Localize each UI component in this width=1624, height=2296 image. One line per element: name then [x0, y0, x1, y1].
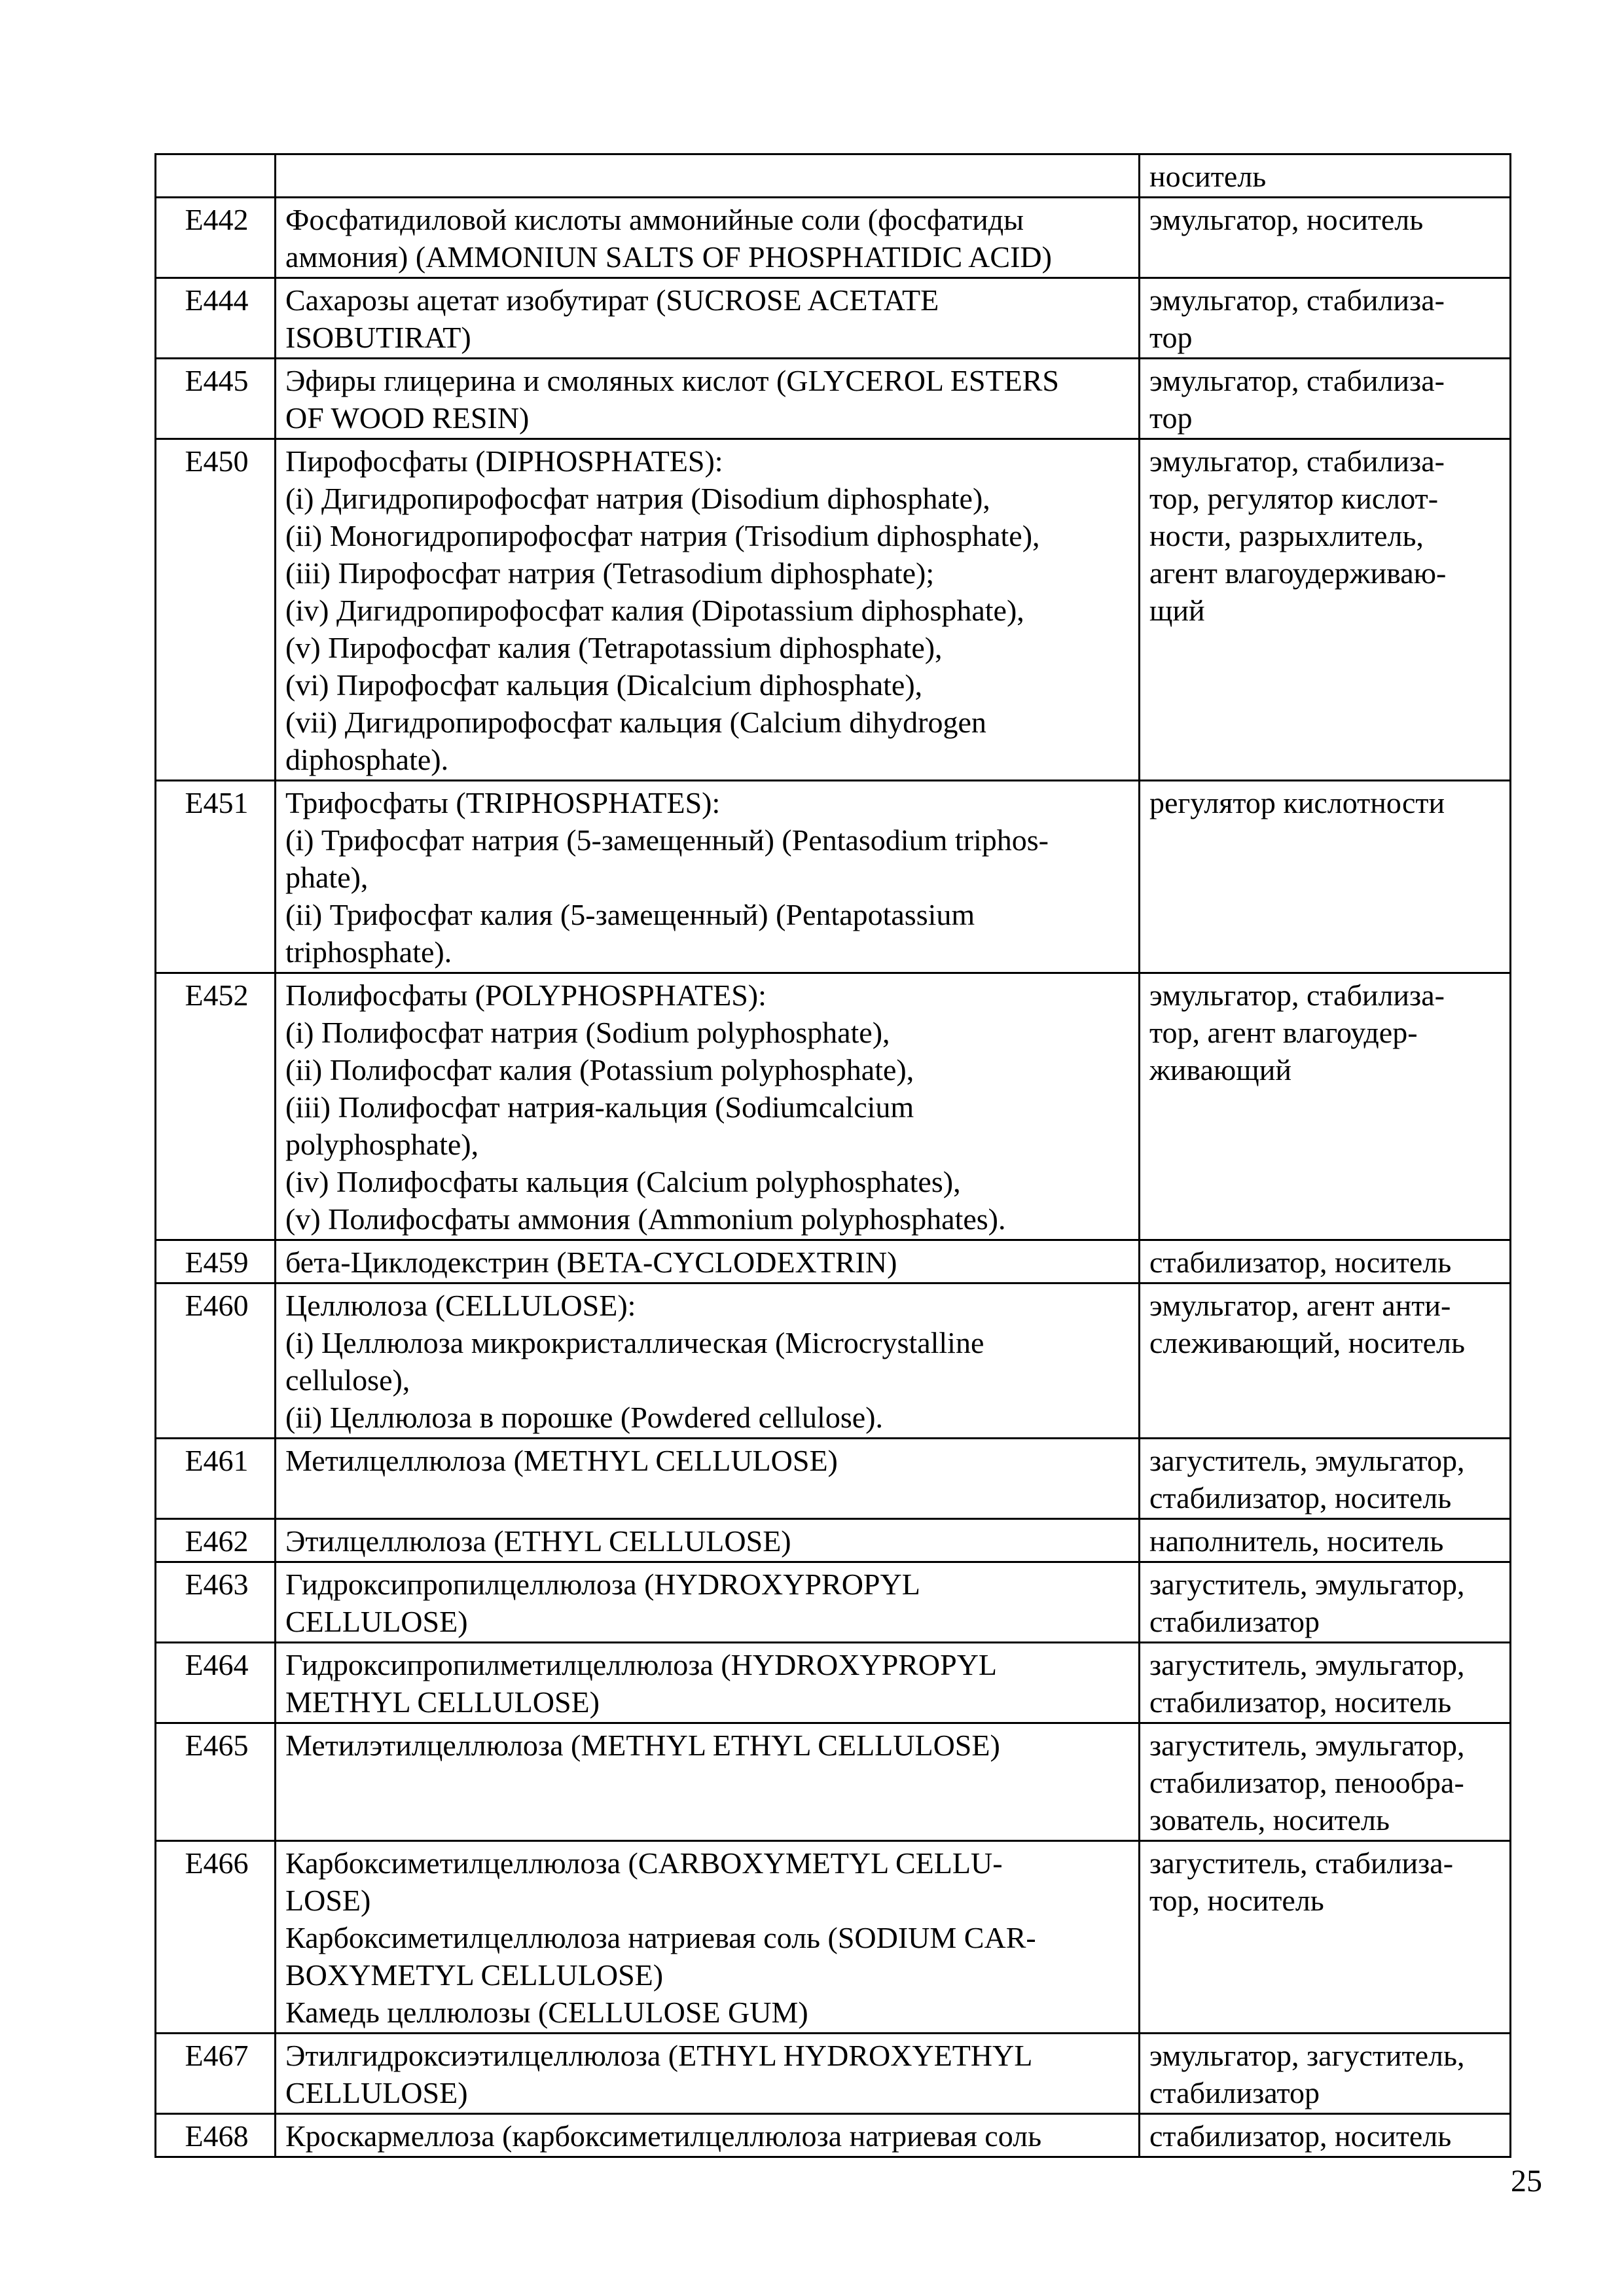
table-row [156, 198, 1511, 278]
table-row [156, 1841, 1511, 2034]
additive-function-cell [1140, 1562, 1511, 1643]
additive-function-cell [1140, 1519, 1511, 1562]
additive-function-cell [1140, 1643, 1511, 1723]
table-row [156, 278, 1511, 359]
additive-function-cell [1140, 1240, 1511, 1283]
table-row [156, 154, 1511, 198]
additive-name-line: (i) Трифосфат натрия (5-замещенный) (Pentasodium triphos- [285, 823, 1049, 857]
additive-name-line: (ii) Трифосфат калия (5-замещенный) (Pentapotassium [285, 898, 975, 931]
additive-name-cell [276, 1283, 1140, 1439]
additive-name-line: Гидроксипропилцеллюлоза (HYDROXYPROPYL [285, 1568, 920, 1601]
page-number: 25 [1511, 2164, 1542, 2198]
additive-function-cell [1140, 198, 1511, 278]
table-row [156, 439, 1511, 781]
additive-function-line: стабилизатор, носитель [1149, 1685, 1452, 1719]
additive-name-line: Этилцеллюлоза (ETHYL CELLULOSE) [285, 1524, 791, 1558]
additive-function-line: стабилизатор, пенообра- [1149, 1766, 1464, 1799]
additives-table [154, 153, 1511, 2158]
additive-name-line: CELLULOSE) [285, 2076, 468, 2109]
additive-name-cell [276, 1562, 1140, 1643]
additive-code-cell: E445 [156, 359, 276, 439]
additive-function-cell [1140, 1283, 1511, 1439]
additive-function-line: слеживающий, носитель [1149, 1326, 1465, 1359]
additive-function-line: эмульгатор, агент анти- [1149, 1289, 1451, 1322]
table-row [156, 1562, 1511, 1643]
additive-code-cell: E451 [156, 781, 276, 973]
table-body [156, 154, 1511, 2157]
additive-code-cell [156, 154, 276, 198]
additive-code-cell: E466 [156, 1841, 276, 2034]
additive-name-line: Метилэтилцеллюлоза (METHYL ETHYL CELLULOSE) [285, 1729, 1000, 1762]
additive-function-line: загуститель, эмульгатор, [1149, 1444, 1465, 1477]
additive-name-line: Метилцеллюлоза (METHYL CELLULOSE) [285, 1444, 838, 1477]
additive-name-line: аммония) (AMMONIUN SALTS OF PHOSPHATIDIC ACID) [285, 240, 1052, 274]
additive-name-line: phate), [285, 861, 369, 894]
additive-name-line: ISOBUTIRAT) [285, 321, 471, 354]
additive-function-line: стабилизатор, носитель [1149, 1246, 1452, 1279]
table-row [156, 2034, 1511, 2114]
additive-function-line: загуститель, эмульгатор, [1149, 1648, 1465, 1681]
additive-code-cell: E465 [156, 1723, 276, 1841]
additive-function-cell [1140, 439, 1511, 781]
additive-name-line: Сахарозы ацетат изобутират (SUCROSE ACETATE [285, 283, 939, 317]
additive-function-line: эмульгатор, стабилиза- [1149, 283, 1445, 317]
additive-function-line: тор, регулятор кислот- [1149, 482, 1439, 515]
additive-function-line: тор, носитель [1149, 1884, 1324, 1917]
additive-code-cell: E468 [156, 2114, 276, 2157]
additive-name-line: Карбоксиметилцеллюлоза натриевая соль (SODIUM CAR- [285, 1921, 1036, 1954]
additive-function-cell [1140, 1439, 1511, 1519]
table-row [156, 781, 1511, 973]
additive-name-line: CELLULOSE) [285, 1605, 468, 1638]
additive-function-line: тор, агент влагоудер- [1149, 1016, 1418, 1049]
additive-code-cell: E442 [156, 198, 276, 278]
table-row [156, 359, 1511, 439]
additive-function-cell [1140, 781, 1511, 973]
table-row [156, 1643, 1511, 1723]
additive-name-line: (iii) Пирофосфат натрия (Tetrasodium diphosphate); [285, 556, 935, 590]
table-row [156, 973, 1511, 1240]
additive-function-line: эмульгатор, стабилиза- [1149, 978, 1445, 1012]
additive-name-cell [276, 1841, 1140, 2034]
additive-name-line: (ii) Полифосфат калия (Potassium polyphosphate), [285, 1053, 914, 1086]
additive-function-line: наполнитель, носитель [1149, 1524, 1444, 1558]
additive-function-cell [1140, 1841, 1511, 2034]
additive-function-line: тор [1149, 321, 1193, 354]
additive-name-line: BOXYMETYL CELLULOSE) [285, 1958, 664, 1992]
additive-name-line: Целлюлоза (CELLULOSE): [285, 1289, 636, 1322]
additive-name-line: Кроскармеллоза (карбоксиметилцеллюлоза натриевая соль [285, 2119, 1042, 2153]
additive-function-cell [1140, 2034, 1511, 2114]
additive-function-cell [1140, 278, 1511, 359]
additive-name-cell [276, 781, 1140, 973]
additive-name-line: (iv) Полифосфаты кальция (Calcium polyphosphates), [285, 1165, 961, 1198]
additive-code-cell: E460 [156, 1283, 276, 1439]
additive-name-line: (iv) Дигидропирофосфат калия (Dipotassium diphosphate), [285, 594, 1024, 627]
additive-name-line: METHYL CELLULOSE) [285, 1685, 600, 1719]
additive-name-line: (v) Полифосфаты аммония (Ammonium polyphosphates). [285, 1202, 1006, 1236]
additive-code-cell: E463 [156, 1562, 276, 1643]
additive-name-cell [276, 2034, 1140, 2114]
additive-name-cell [276, 278, 1140, 359]
additive-name-line: (vii) Дигидропирофосфат кальция (Calcium dihydrogen [285, 706, 986, 739]
additive-name-line: (i) Дигидропирофосфат натрия (Disodium diphosphate), [285, 482, 990, 515]
additive-function-line: загуститель, эмульгатор, [1149, 1729, 1465, 1762]
additive-name-cell [276, 198, 1140, 278]
additive-name-line: Пирофосфаты (DIPHOSPHATES): [285, 444, 723, 478]
additive-function-line: регулятор кислотности [1149, 786, 1445, 819]
additive-code-cell: E461 [156, 1439, 276, 1519]
additive-name-line: (vi) Пирофосфат кальция (Dicalcium diphosphate), [285, 668, 923, 702]
additive-function-line: эмульгатор, загуститель, [1149, 2039, 1465, 2072]
additive-function-line: живающий [1149, 1053, 1291, 1086]
additive-name-line: (i) Полифосфат натрия (Sodium polyphosphate), [285, 1016, 890, 1049]
additive-function-line: зователь, носитель [1149, 1803, 1390, 1837]
additive-function-line: стабилизатор [1149, 1605, 1320, 1638]
additive-name-cell [276, 359, 1140, 439]
additive-name-line: (v) Пирофосфат калия (Tetrapotassium diphosphate), [285, 631, 943, 664]
additive-name-line: Полифосфаты (POLYPHOSPHATES): [285, 978, 767, 1012]
table-row [156, 1240, 1511, 1283]
additive-function-line: стабилизатор, носитель [1149, 2119, 1452, 2153]
additive-name-line: Этилгидроксиэтилцеллюлоза (ETHYL HYDROXYETHYL [285, 2039, 1033, 2072]
additive-function-line: носитель [1149, 160, 1267, 193]
additive-name-line: Гидроксипропилметилцеллюлоза (HYDROXYPROPYL [285, 1648, 998, 1681]
additive-name-cell [276, 1519, 1140, 1562]
additive-function-cell [1140, 359, 1511, 439]
additive-name-cell [276, 2114, 1140, 2157]
additive-function-line: эмульгатор, стабилиза- [1149, 444, 1445, 478]
additive-function-cell [1140, 973, 1511, 1240]
additive-function-cell [1140, 154, 1511, 198]
additive-function-line: щий [1149, 594, 1205, 627]
additive-function-line: загуститель, стабилиза- [1149, 1846, 1454, 1880]
additive-name-line: бета-Циклодекстрин (BETA-CYCLODEXTRIN) [285, 1246, 897, 1279]
additive-code-cell: E459 [156, 1240, 276, 1283]
additive-function-line: эмульгатор, носитель [1149, 203, 1424, 236]
additive-code-cell: E462 [156, 1519, 276, 1562]
additive-name-line: diphosphate). [285, 743, 449, 776]
additive-name-line: LOSE) [285, 1884, 371, 1917]
additive-name-line: (ii) Моногидропирофосфат натрия (Trisodium diphosphate), [285, 519, 1040, 552]
additive-name-cell [276, 154, 1140, 198]
additive-code-cell: E444 [156, 278, 276, 359]
additive-name-cell [276, 1723, 1140, 1841]
additive-name-cell [276, 1240, 1140, 1283]
additive-function-line: агент влагоудерживаю- [1149, 556, 1447, 590]
additive-name-line: Карбоксиметилцеллюлоза (CARBOXYMETYL CELLU- [285, 1846, 1003, 1880]
additive-name-line: cellulose), [285, 1363, 410, 1397]
additive-code-cell: E464 [156, 1643, 276, 1723]
table-row [156, 1723, 1511, 1841]
additive-code-cell: E467 [156, 2034, 276, 2114]
table-row [156, 1283, 1511, 1439]
additive-function-line: стабилизатор, носитель [1149, 1481, 1452, 1515]
additive-name-line: (iii) Полифосфат натрия-кальция (Sodiumcalcium [285, 1090, 914, 1124]
table-row [156, 1519, 1511, 1562]
additive-name-line: Эфиры глицерина и смоляных кислот (GLYCEROL ESTERS [285, 364, 1059, 397]
additive-name-line: Трифосфаты (TRIPHOSPHATES): [285, 786, 721, 819]
additive-code-cell: E452 [156, 973, 276, 1240]
table-row [156, 1439, 1511, 1519]
additive-name-cell [276, 439, 1140, 781]
additive-code-cell: E450 [156, 439, 276, 781]
additive-function-line: загуститель, эмульгатор, [1149, 1568, 1465, 1601]
additive-name-cell [276, 1643, 1140, 1723]
additive-function-line: стабилизатор [1149, 2076, 1320, 2109]
additive-name-line: OF WOOD RESIN) [285, 401, 530, 435]
additive-function-line: тор [1149, 401, 1193, 435]
table-row [156, 2114, 1511, 2157]
additive-function-cell [1140, 1723, 1511, 1841]
additive-name-line: (ii) Целлюлоза в порошке (Powdered cellulose). [285, 1401, 883, 1434]
additive-name-line: Фосфатидиловой кислоты аммонийные соли (фосфатиды [285, 203, 1024, 236]
additive-name-line: Камедь целлюлозы (CELLULOSE GUM) [285, 1996, 808, 2029]
additive-function-line: ности, разрыхлитель, [1149, 519, 1424, 552]
additive-name-line: (i) Целлюлоза микрокристаллическая (Microcrystalline [285, 1326, 984, 1359]
additive-name-line: triphosphate). [285, 935, 452, 969]
additive-function-line: эмульгатор, стабилиза- [1149, 364, 1445, 397]
additive-name-cell [276, 973, 1140, 1240]
additive-name-cell [276, 1439, 1140, 1519]
additive-function-cell [1140, 2114, 1511, 2157]
additive-name-line: polyphosphate), [285, 1128, 479, 1161]
